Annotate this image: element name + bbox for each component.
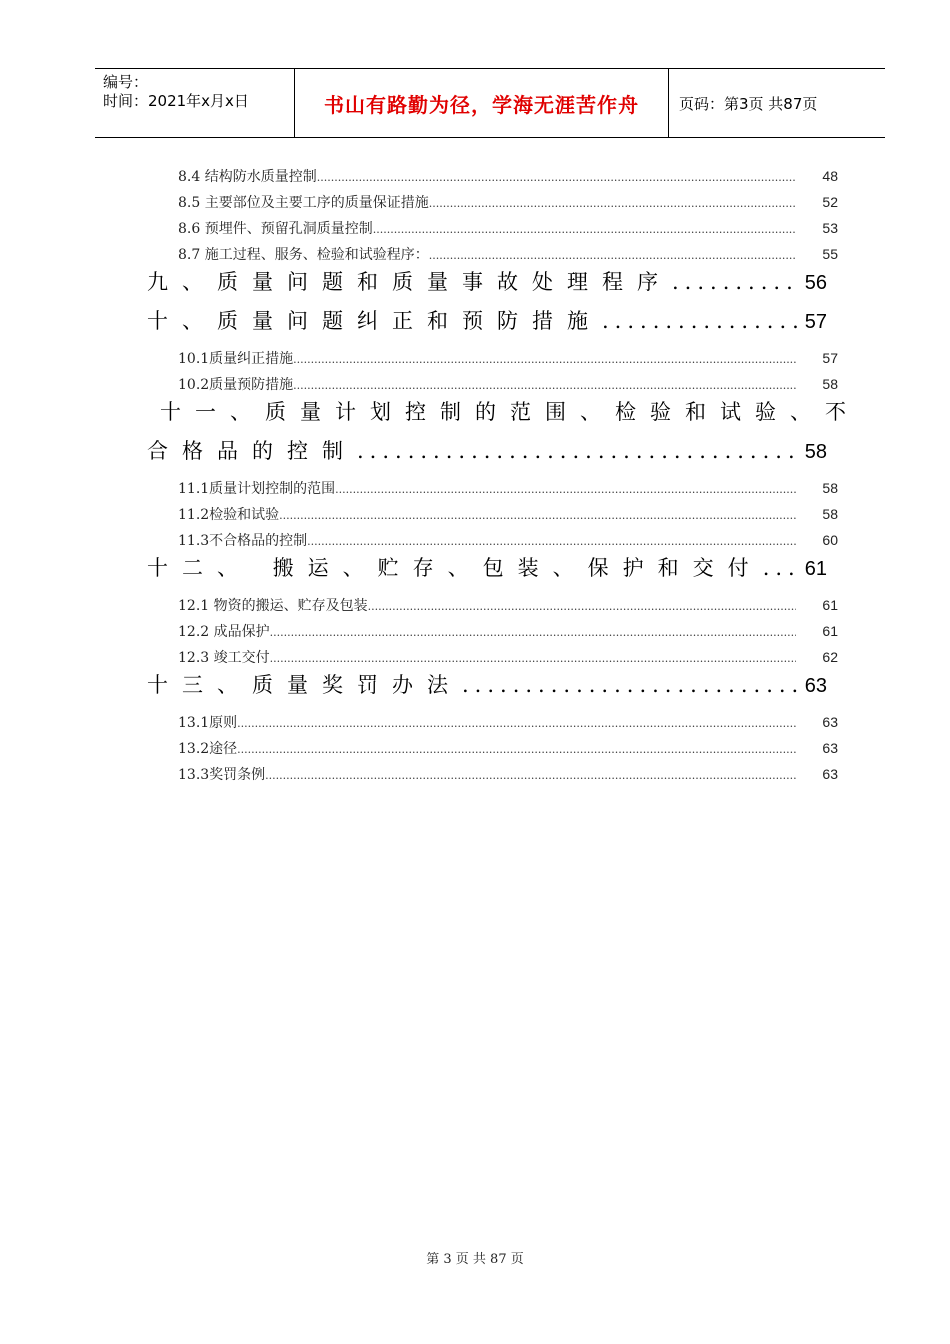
toc-entry[interactable]: 11.1质量计划控制的范围 ..... 58 (178, 478, 838, 498)
toc-entry[interactable]: 11.2检验和试验 ..... 58 (178, 504, 838, 524)
toc-entry[interactable]: 13.2途径 ..... 63 (178, 738, 838, 758)
toc-entry[interactable]: 12.3 竣工交付 ..... 62 (178, 647, 838, 667)
header-page-info: 页码：第3页 共87页 (679, 94, 818, 113)
dot-leader (237, 743, 796, 756)
dot-leader (270, 626, 796, 639)
toc-chapter[interactable]: 十、质量问题纠正和预防措施 ..... 57 (147, 305, 827, 335)
dot-leader (270, 652, 796, 665)
dot-leader (429, 197, 796, 210)
dot-leader (373, 223, 796, 236)
toc-entry[interactable]: 10.1质量纠正措施 ..... 57 (178, 348, 838, 368)
dot-leader (357, 439, 797, 463)
dot-leader (293, 353, 796, 366)
dot-leader (429, 249, 796, 262)
dot-leader (265, 769, 796, 782)
toc-entry[interactable]: 8.7 施工过程、服务、检验和试验程序： ..... 55 (178, 244, 838, 264)
toc-entry[interactable]: 13.3奖罚条例 ..... 63 (178, 764, 838, 784)
toc-entry[interactable]: 8.4 结构防水质量控制 ..... 48 (178, 166, 838, 186)
dot-leader (672, 270, 797, 294)
toc-chapter[interactable]: 十三、质量奖罚办法 ..... 63 (147, 669, 827, 699)
header-meta (95, 69, 295, 137)
toc-chapter[interactable]: 十二、 搬运、贮存、包装、保护和交付 ..... 61 (147, 552, 827, 582)
toc-entry[interactable]: 11.3不合格品的控制 ..... 60 (178, 530, 838, 550)
toc-entry[interactable]: 8.6 预埋件、预留孔洞质量控制 ..... 53 (178, 218, 838, 238)
dot-leader (307, 535, 796, 548)
dot-leader (317, 171, 796, 184)
toc-entry[interactable]: 13.1原则 ..... 63 (178, 712, 838, 732)
toc-chapter[interactable]: 九、质量问题和质量事故处理程序 ..... 56 (147, 266, 827, 296)
dot-leader (237, 717, 796, 730)
dot-leader (602, 309, 797, 333)
dot-leader (462, 673, 797, 697)
dot-leader (279, 509, 796, 522)
dot-leader (368, 600, 796, 613)
dot-leader (763, 556, 797, 580)
toc-chapter[interactable]: 合格品的控制 ..... 58 (147, 435, 827, 465)
header-motto: 书山有路勤为径，学海无涯苦作舟 (295, 69, 669, 137)
dot-leader (293, 379, 796, 392)
dot-leader (335, 483, 796, 496)
time-label: 时间：2021年x月x日 (103, 92, 249, 110)
code-label: 编号： (103, 73, 149, 91)
toc-chapter-line1[interactable]: 十一、质量计划控制的范围、检验和试验、不 (160, 400, 860, 424)
toc-entry[interactable]: 12.2 成品保护 ..... 61 (178, 621, 838, 641)
toc-entry[interactable]: 8.5 主要部位及主要工序的质量保证措施 ..... 52 (178, 192, 838, 212)
toc-entry[interactable]: 12.1 物资的搬运、贮存及包装 ..... 61 (178, 595, 838, 615)
toc-entry[interactable]: 10.2质量预防措施 ..... 58 (178, 374, 838, 394)
page-header (95, 68, 885, 138)
page-footer: 第 3 页 共 87 页 (426, 1252, 524, 1267)
